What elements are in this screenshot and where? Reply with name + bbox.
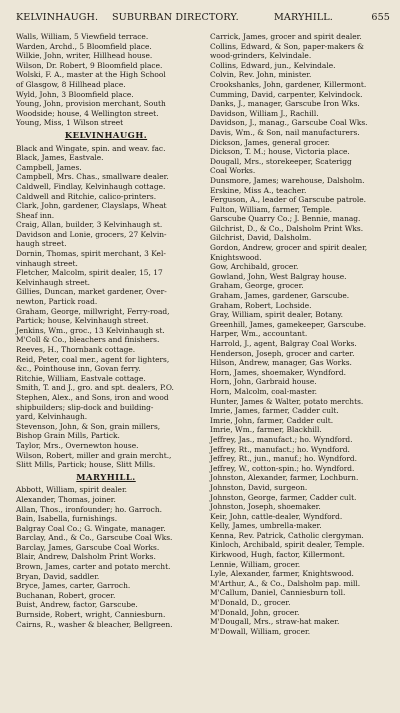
directory-entry-line: Gray, William, spirit dealer, Botany. (210, 310, 343, 320)
directory-entry-line: Collins, Edward, & Son, paper-makers & (210, 41, 364, 51)
directory-entry-line: Smith, T. and J., gro. and spt. dealers, P.O. (16, 383, 174, 393)
directory-entry-line: Wyld, John, 3 Bloomfield place. (16, 89, 134, 99)
directory-entry-line: Campbell, James. (16, 162, 82, 172)
directory-entry-line: Allan, Thos., ironfounder; ho. Garroch. (16, 504, 162, 514)
header-left: KELVINHAUGH. (16, 12, 99, 23)
directory-entry-line: Gordon, Andrew, grocer and spirit dealer, (210, 243, 368, 253)
directory-entry-line: Black and Wingate, spin. and weav. fac. (16, 143, 166, 153)
directory-entry-line: Fulton, William, farmer, Temple. (210, 204, 332, 214)
directory-entry-line: Ritchie, William, Eastvale cottage. (16, 373, 146, 383)
directory-entry-line: Dunsmore, James; warehouse, Dalsholm. (210, 175, 365, 185)
directory-entry-line: Dickson, T. M.; house, Victoria place. (210, 147, 350, 157)
directory-entry-line: of Glasgow, 8 Hillhead place. (16, 79, 126, 89)
directory-entry-line: Kelvinhaugh street. (16, 277, 90, 287)
directory-entry-line: Davidson, J., manag., Garscube Coal Wks. (210, 118, 368, 128)
directory-entry-line: Campbell, Mrs. Chas., smallware dealer. (16, 172, 169, 182)
directory-entry-line: Gillies, Duncan, market gardener, Over- (16, 287, 167, 297)
directory-entry-line: Burnside, Robert, wright, Canniesburn. (16, 610, 166, 620)
directory-entry-line: Young, Miss, 1 Wilson street (16, 118, 124, 128)
directory-entry-line: Imrie, James, farmer, Cadder cult. (210, 406, 339, 416)
directory-entry-line: Jeffrey, Jas., manufact.; ho. Wyndford. (210, 434, 353, 444)
directory-entry-line: M'Donald, John, grocer. (210, 607, 300, 617)
directory-entry-line: Davis, Wm., & Son, nail manufacturers. (210, 127, 360, 137)
directory-entry-line: Garscube Quarry Co.; J. Bennie, manag. (210, 214, 361, 224)
directory-entry-line: Crookshanks, John, gardener, Killermont. (210, 79, 367, 89)
directory-entry-line: Taylor, Mrs., Overnewton house. (16, 440, 139, 450)
directory-entry-line: &c., Pointhouse inn, Govan ferry. (16, 364, 141, 374)
directory-entry-line: haugh street. (16, 239, 67, 249)
header-center: SUBURBAN DIRECTORY. (112, 12, 239, 23)
directory-entry-line: Reeves, H., Thornbank cottage. (16, 345, 136, 354)
directory-entry-line: Davidson, William J., Rachill. (210, 108, 319, 118)
directory-entry-line: Johnston, George, farmer, Cadder cult. (210, 492, 357, 502)
directory-entry-line: Black, James, Eastvale. (16, 153, 104, 163)
directory-entry-line: Knightswood. (210, 252, 262, 262)
directory-entry-line: Dornin, Thomas, spirit merchant, 3 Kel- (16, 249, 166, 259)
directory-entry-line: Gow, Archibald, grocer. (210, 262, 299, 272)
directory-entry-line: Gilchrist, D., & Co., Dalsholm Print Wks. (210, 223, 364, 233)
directory-entry-line: Cumming, David, carpenter, Kelvindock. (210, 89, 363, 99)
page-number: 655 (371, 12, 390, 23)
directory-entry-line: Harper, Wm., accountant. (210, 329, 308, 339)
directory-entry-line: Kinloch, Archibald, spirit dealer, Temple. (210, 540, 365, 550)
directory-entry-line: Clark, John, gardener, Clayslaps, Wheat (16, 201, 167, 211)
directory-entry-line: Bryan, David, saddler. (16, 571, 100, 581)
directory-entry-line: Gilchrist, David, Dalsholm. (210, 233, 312, 243)
directory-entry-line: Abbott, William, spirit dealer. (16, 485, 128, 495)
directory-entry-line: Johnston, Alexander, farmer, Lochburn. (210, 473, 359, 483)
directory-entry-line: Horn, Malcolm, coal-master. (210, 386, 318, 396)
directory-entry-line: Sheaf inn. (16, 210, 55, 220)
directory-entry-line: M'Dougall, Mrs., straw-hat maker. (210, 617, 340, 627)
columns (16, 32, 390, 636)
directory-entry-line: Horn, James, shoemaker, Wyndford. (210, 367, 346, 377)
directory-entry-line: Dickson, James, general grocer. (210, 137, 330, 147)
directory-entry-line: Horn, John, Garbraid house. (210, 377, 317, 387)
directory-entry-line: M'Donald, D., grocer. (210, 598, 291, 608)
directory-entry-line: Hunter, James & Walter, potato merchts. (210, 396, 364, 406)
directory-entry-line: shipbuilders; slip-dock and building- (16, 402, 154, 412)
directory-entry-line: Greenhill, James, gamekeeper, Garscube. (210, 319, 366, 329)
directory-entry-line: Stephen, Alex., and Sons, iron and wood (16, 392, 169, 402)
header-right: MARYHILL. (274, 12, 333, 23)
directory-entry-line: Young, John, provision merchant, South (16, 99, 166, 109)
directory-entry-line: Graham, James, gardener, Garscube. (210, 291, 350, 301)
directory-entry-line: Buist, Andrew, factor, Garscube. (16, 600, 138, 610)
directory-entry-line: Walls, William, 5 Viewfield terrace. (16, 32, 149, 41)
directory-entry-line: Bain, Isabella, furnishings. (16, 514, 118, 524)
directory-entry-line: Craig, Allan, builder, 3 Kelvinhaugh st. (16, 220, 163, 230)
directory-entry-line: Dougall, Mrs., storekeeper, Scaterigg (210, 156, 352, 166)
directory-entry-line: Danks, J., manager, Garscube Iron Wks. (210, 99, 360, 109)
left-column (16, 32, 196, 636)
directory-entry-line: Bryce, James, carter, Garroch. (16, 581, 131, 591)
directory-entry-line: Wilson, Robert, miller and grain mercht., (16, 450, 172, 460)
directory-entry-line: Henderson, Joseph, grocer and carter. (210, 348, 355, 358)
directory-entry-line: M'Arthur, A., & Co., Dalsholm pap. mill. (210, 578, 361, 588)
directory-entry-line: Buchanan, Robert, grocer. (16, 590, 116, 600)
directory-entry-line: Wilson, Dr. Robert, 9 Bloomfield place. (16, 60, 163, 70)
directory-entry-line: Partick; house, Kelvinhaugh street. (16, 316, 149, 326)
directory-entry-line: Keir, John, cattle-dealer, Wyndford. (210, 511, 343, 521)
directory-entry-line: Wilkie, John, writer, Hillhead house. (16, 51, 153, 61)
directory-entry-line: Coal Works. (210, 166, 256, 176)
directory-entry-line: Johnston, Joseph, shoemaker. (210, 502, 321, 512)
directory-entry-line: Gowland, John, West Balgray house. (210, 271, 347, 281)
directory-entry-line: Ferguson, A., leader of Garscube patrole. (210, 195, 367, 205)
directory-entry-line: Jeffrey, W., cotton-spin.; ho. Wyndford. (210, 463, 355, 473)
directory-entry-line: Imrie, John, farmer, Cadder cult. (210, 415, 334, 425)
directory-entry-line: Cairns, R., washer & bleacher, Bellgreen. (16, 619, 173, 629)
directory-entry-line: Carrick, James, grocer and spirit dealer. (210, 32, 362, 41)
directory-entry-line: Bishop Grain Mills, Partick. (16, 431, 120, 441)
directory-entry-line: Davidson and Lonie, grocers, 27 Kelvin- (16, 229, 167, 239)
directory-entry-line: Erskine, Miss A., teacher. (210, 185, 307, 195)
right-column (210, 32, 390, 636)
directory-entry-line: Blair, Andrew, Dalsholm Print Works. (16, 552, 156, 562)
directory-entry-line: Kirkwood, Hugh, factor, Killermont. (210, 550, 345, 560)
directory-entry-line: Woodside; house, 4 Wellington street. (16, 108, 159, 118)
directory-entry-line: Reid, Peter, coal mer., agent for lighters, (16, 354, 170, 364)
directory-entry-line: Lyle, Alexander, farmer, Knightswood. (210, 569, 354, 579)
directory-entry-line: Harrold, J., agent, Balgray Coal Works. (210, 339, 357, 348)
directory-entry-line: Jeffrey, Rt., manufact.; ho. Wyndford. (210, 444, 350, 454)
directory-entry-line: Wolski, F. A., master at the High School (16, 70, 166, 80)
directory-entry-line: Imrie, Wm., farmer, Blackhill. (210, 425, 322, 435)
directory-entry-line: Stevenson, John, & Son, grain millers, (16, 421, 161, 431)
directory-entry-line: Colvin, Rev. John, minister. (210, 70, 312, 80)
directory-entry-line: Johnston, David, surgeon. (210, 482, 308, 492)
running-header (16, 12, 390, 26)
directory-entry-line: Warden, Archd., 5 Bloomfield place. (16, 41, 152, 51)
directory-entry-line: Jenkins, Wm., groc., 13 Kelvinhaugh st. (16, 325, 165, 335)
district-heading: MARYHILL. (76, 471, 136, 482)
directory-entry-line: vinhaugh street. (16, 258, 78, 268)
directory-entry-line: Lennie, William, grocer. (210, 559, 301, 569)
directory-entry-line: Caldwell and Ritchie, calico-printers. (16, 191, 157, 201)
directory-entry-line: Brown, James, carter and potato mercht. (16, 562, 171, 572)
directory-entry-line: Slitt Mills, Partick; house, Slitt Mills. (16, 460, 156, 470)
directory-entry-line: Kenna, Rev. Patrick, Catholic clergyman. (210, 530, 364, 540)
district-heading: KELVINHAUGH. (64, 129, 148, 140)
directory-entry-line: Barclay, And., & Co., Garscube Coal Wks. (16, 533, 173, 543)
directory-entry-line: M'Coll & Co., bleachers and finishers. (16, 335, 160, 345)
directory-entry-line: M'Callum, Daniel, Canniesburn toll. (210, 588, 346, 598)
directory-entry-line: Kelly, James, umbrella-maker. (210, 521, 322, 531)
directory-entry-line: Fletcher, Malcolm, spirit dealer, 15, 17 (16, 268, 163, 278)
directory-entry-line: Graham, Robert, Lochside. (210, 300, 312, 310)
directory-entry-line: Graham, George, millwright, Ferry-road, (16, 306, 170, 316)
directory-entry-line: Alexander, Thomas, joiner. (16, 494, 116, 504)
directory-entry-line: Collins, Edward, jun., Kelvindale. (210, 60, 336, 70)
directory-entry-line: wood-grinders, Kelvindale. (210, 51, 312, 61)
directory-entry-line: Hilson, Andrew, manager, Gas Works. (210, 358, 352, 368)
directory-entry-line: newton, Partick road. (16, 297, 98, 307)
directory-entry-line: Caldwell, Findlay, Kelvinhaugh cottage. (16, 181, 166, 191)
directory-entry-line: Jeffrey, Rt., jun., manuf.; ho. Wyndford. (210, 454, 358, 464)
directory-entry-line: M'Dowall, William, grocer. (210, 626, 311, 636)
directory-entry-line: Balgray Coal Co.; G. Wingate, manager. (16, 523, 166, 533)
directory-entry-line: Graham, George, grocer. (210, 281, 304, 291)
directory-entry-line: yard, Kelvinhaugh. (16, 412, 88, 422)
directory-entry-line: Barclay, James, Garscube Coal Works. (16, 542, 160, 552)
